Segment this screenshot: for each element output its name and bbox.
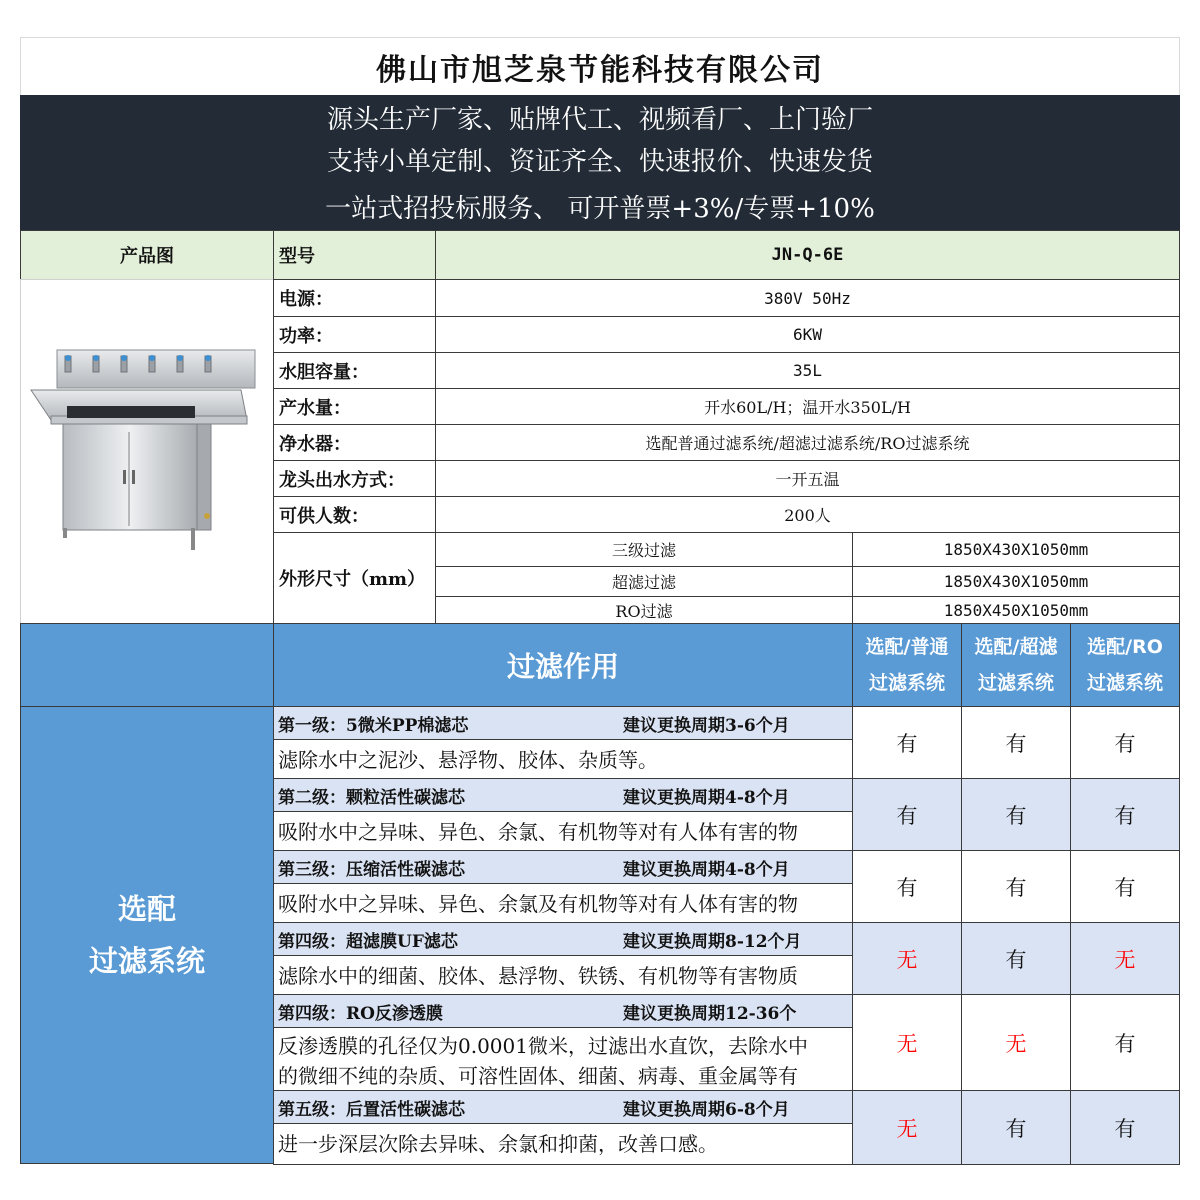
stage-description-line: 吸附水中之异味、异色、余氯及有机物等对有人体有害的物 — [278, 892, 798, 916]
spec-value: 200人 — [435, 496, 1180, 533]
spec-label: 电源： — [273, 279, 436, 317]
normal-filter-availability: 无 — [852, 1090, 962, 1165]
banner-line-1: 源头生产厂家、贴牌代工、视频看厂、上门验厂 — [326, 105, 873, 135]
ro-filter-availability: 无 — [1070, 922, 1180, 995]
ro-filter-availability: 有 — [1070, 850, 1180, 923]
stage-replacement-cycle: 建议更换周期3-6个月 — [623, 715, 790, 736]
uf-filter-availability: 有 — [961, 778, 1071, 851]
stage-description-line: 滤除水中的细菌、胶体、悬浮物、铁锈、有机物等有害物质 — [278, 964, 798, 988]
stage-description — [273, 1027, 853, 1091]
ro-filter-availability: 有 — [1070, 706, 1180, 779]
stage-description-line: 反渗透膜的孔径仅为0.0001微米，过滤出水直饮，去除水中 — [278, 1034, 808, 1058]
uf-filter-availability: 有 — [961, 706, 1071, 779]
spec-value: 开水60L/H；温开水350L/H — [435, 388, 1180, 425]
spec-value: 选配普通过滤系统/超滤过滤系统/RO过滤系统 — [435, 424, 1180, 461]
normal-filter-availability: 有 — [852, 778, 962, 851]
col-normal-filter-line1: 选配/普通 — [865, 636, 949, 658]
stage-title — [273, 706, 853, 740]
model-label: 型号 — [273, 230, 436, 280]
stage-replacement-cycle: 建议更换周期4-8个月 — [623, 859, 790, 880]
spec-label: 产水量： — [273, 388, 436, 425]
stage-replacement-cycle: 建议更换周期12-36个 — [623, 1003, 797, 1024]
dimension-size-1: 1850X430X1050mm — [852, 532, 1180, 567]
spec-label: 可供人数： — [273, 496, 436, 533]
stage-title — [273, 850, 853, 884]
stage-replacement-cycle: 建议更换周期8-12个月 — [623, 931, 802, 952]
model-value: JN-Q-6E — [435, 230, 1180, 280]
ro-filter-availability: 有 — [1070, 778, 1180, 851]
stage-name: 第四级：超滤膜UF滤芯 — [278, 931, 458, 952]
col-uf-filter — [961, 623, 1071, 707]
spec-value: 6KW — [435, 316, 1180, 353]
stage-description-line: 进一步深层次除去异味、余氯和抑菌，改善口感。 — [278, 1132, 718, 1156]
water-boiler-illustration — [21, 280, 274, 624]
stage-description — [273, 811, 853, 851]
col-uf-filter-line1: 选配/超滤 — [974, 636, 1058, 658]
stage-description — [273, 883, 853, 923]
stage-description-line: 的微细不纯的杂质、可溶性固体、细菌、病毒、重金属等有 — [278, 1064, 798, 1088]
normal-filter-availability: 无 — [852, 994, 962, 1091]
stage-description-line: 滤除水中之泥沙、悬浮物、胶体、杂质等。 — [278, 748, 658, 772]
uf-filter-availability: 有 — [961, 922, 1071, 995]
spec-value: 一开五温 — [435, 460, 1180, 497]
uf-filter-availability: 有 — [961, 850, 1071, 923]
optional-filter-system-label — [20, 706, 274, 1164]
filter-header-blank — [20, 623, 274, 707]
col-ro-filter — [1070, 623, 1180, 707]
normal-filter-availability: 有 — [852, 850, 962, 923]
ro-filter-availability: 有 — [1070, 1090, 1180, 1165]
promo-banner — [20, 95, 1180, 230]
dimension-size-2: 1850X430X1050mm — [852, 566, 1180, 597]
banner-line-3: 一站式招投标服务、 可开普票+3%/专票+10% — [325, 194, 875, 224]
spec-label: 功率： — [273, 316, 436, 353]
spec-label: 水胆容量： — [273, 352, 436, 389]
stage-replacement-cycle: 建议更换周期4-8个月 — [623, 787, 790, 808]
spec-label: 净水器： — [273, 424, 436, 461]
uf-filter-availability: 无 — [961, 994, 1071, 1091]
stage-replacement-cycle: 建议更换周期6-8个月 — [623, 1099, 790, 1120]
dimensions-label: 外形尺寸（mm） — [273, 532, 436, 624]
stage-title — [273, 778, 853, 812]
dimension-type-2: 超滤过滤 — [435, 566, 853, 597]
side-label-line1: 选配 — [117, 892, 176, 926]
stage-title — [273, 994, 853, 1028]
stage-title — [273, 1090, 853, 1124]
side-label-line2: 过滤系统 — [88, 944, 205, 978]
banner-line-2: 支持小单定制、资证齐全、快速报价、快速发货 — [326, 147, 873, 177]
col-normal-filter-line2: 过滤系统 — [868, 672, 945, 694]
stage-description — [273, 739, 853, 779]
stage-name: 第三级：压缩活性碳滤芯 — [278, 859, 465, 880]
spec-value: 380V 50Hz — [435, 279, 1180, 317]
dimension-type-3: RO过滤 — [435, 596, 853, 624]
stage-description-line: 吸附水中之异味、异色、余氯、有机物等对有人体有害的物 — [278, 820, 798, 844]
company-title: 佛山市旭芝泉节能科技有限公司 — [20, 37, 1180, 96]
col-ro-filter-line2: 过滤系统 — [1086, 672, 1163, 694]
stage-title — [273, 922, 853, 956]
uf-filter-availability: 有 — [961, 1090, 1071, 1165]
stage-name: 第二级：颗粒活性碳滤芯 — [278, 787, 465, 808]
product-image — [20, 279, 274, 624]
normal-filter-availability: 无 — [852, 922, 962, 995]
stage-description — [273, 955, 853, 995]
stage-description — [273, 1123, 853, 1165]
stage-name: 第一级：5微米PP棉滤芯 — [278, 715, 469, 736]
product-image-header: 产品图 — [20, 230, 274, 280]
spec-label: 龙头出水方式： — [273, 460, 436, 497]
dimension-type-1: 三级过滤 — [435, 532, 853, 567]
col-ro-filter-line1: 选配/RO — [1087, 636, 1163, 658]
filter-function-title: 过滤作用 — [273, 623, 853, 707]
stage-name: 第四级：RO反渗透膜 — [278, 1003, 443, 1024]
col-uf-filter-line2: 过滤系统 — [977, 672, 1054, 694]
col-normal-filter — [852, 623, 962, 707]
ro-filter-availability: 有 — [1070, 994, 1180, 1091]
stage-name: 第五级：后置活性碳滤芯 — [278, 1099, 465, 1120]
dimension-size-3: 1850X450X1050mm — [852, 596, 1180, 624]
normal-filter-availability: 有 — [852, 706, 962, 779]
spec-value: 35L — [435, 352, 1180, 389]
